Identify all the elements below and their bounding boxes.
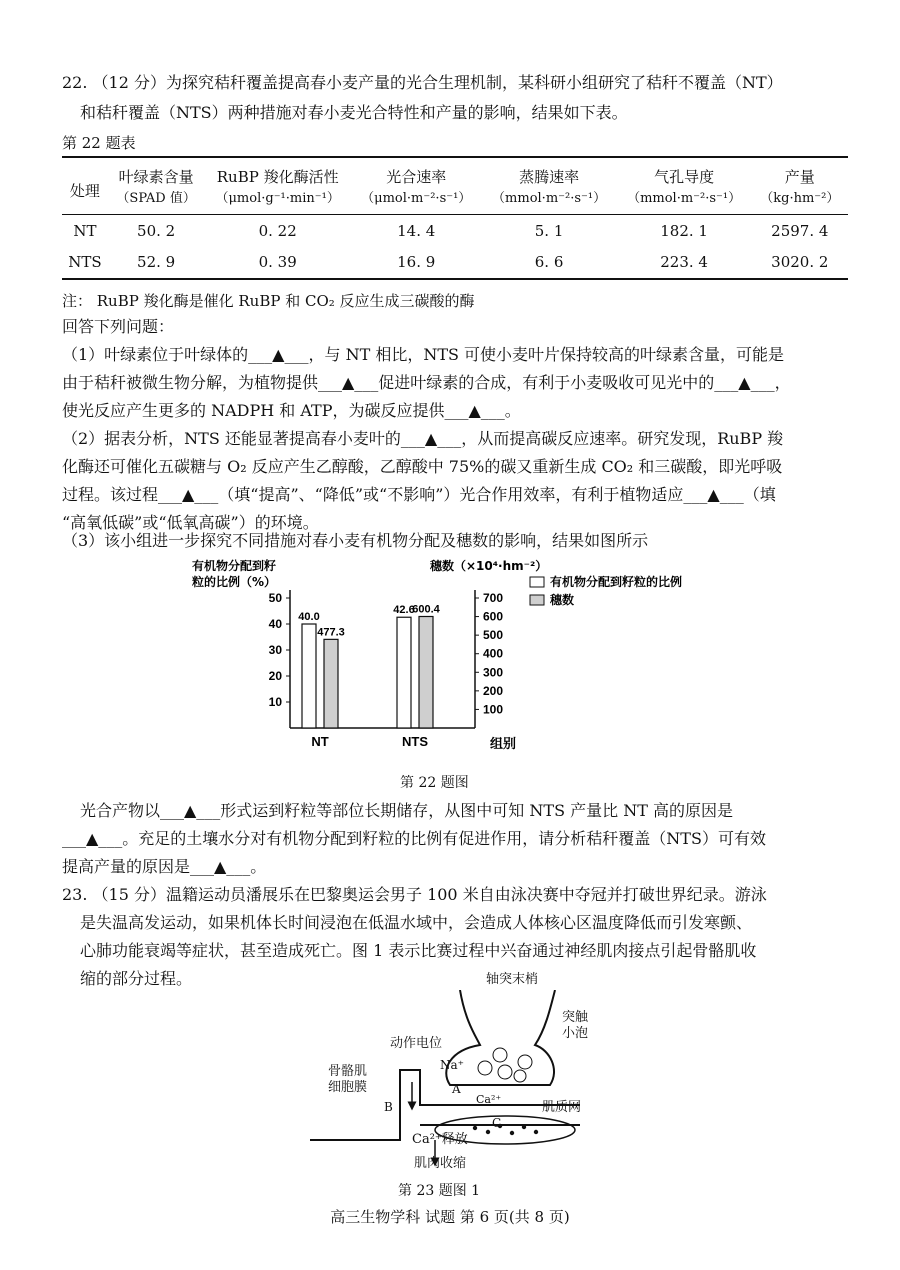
cell: 52. 9 (137, 253, 176, 271)
cell: NT (73, 221, 97, 240)
ca-dot (486, 1130, 490, 1134)
label-na: Na⁺ (440, 1058, 464, 1072)
data-label: 40.0 (298, 611, 320, 623)
q22-after-line2: ___▲___。充足的土壤水分对有机物分配到籽粒的比例有促进作用，请分析秸秆覆盖（NTS）可有效 (62, 829, 766, 848)
th-chlorophyll: 叶绿素含量 (118, 168, 194, 186)
label-a: A (452, 1082, 461, 1096)
cell: 6. 6 (534, 253, 564, 271)
tick-label-left: 50 (268, 591, 282, 605)
cell: NTS (68, 253, 102, 271)
q22-line2: 和秸秆覆盖（NTS）两种措施对春小麦光合特性和产量的影响，结果如下表。 (80, 103, 628, 122)
legend-swatch (530, 595, 544, 605)
q22-part3-line1: （3）该小组进一步探究不同措施对春小麦有机物分配及穗数的影响，结果如图所示 (62, 531, 649, 550)
vesicle (514, 1070, 526, 1082)
q22-after-line1: 光合产物以___▲___形式运到籽粒等部位长期储存，从图中可知 NTS 产量比 NT 高的原因是 (80, 801, 733, 820)
legend-label: 穗数 (550, 593, 575, 607)
cell: 5. 1 (534, 221, 564, 240)
label-sr: 肌质网 (542, 1100, 582, 1115)
q22-line1: 22. （12 分）为探究秸秆覆盖提高春小麦产量的光合生理机制，某科研小组研究了秸秆不覆盖（NT） (62, 73, 783, 92)
ca-dot (473, 1126, 477, 1130)
tick-label-right: 600 (483, 609, 504, 624)
q22-after-line3: 提高产量的原因是___▲___。 (62, 857, 267, 876)
q22-part1-line1: （1）叶绿素位于叶绿体的___▲___，与 NT 相比，NTS 可使小麦叶片保持较高的叶绿素含量，可能是 (62, 345, 785, 364)
cell: 3020. 2 (771, 253, 829, 271)
bar-ratio (302, 624, 316, 728)
label-c: C (492, 1116, 502, 1130)
cell: 50. 2 (137, 221, 176, 240)
th-sub-rubp: （μmol·g⁻¹·min⁻¹） (215, 191, 340, 206)
label-ca: Ca²⁺ (476, 1093, 502, 1106)
cell: 2597. 4 (771, 221, 829, 240)
table-row (62, 247, 848, 279)
ca-dot (534, 1130, 538, 1134)
th-stomatal: 气孔导度 (654, 168, 715, 186)
th-sub-photosynthesis: （μmol·m⁻²·s⁻¹） (361, 191, 472, 206)
label-membrane2: 细胞膜 (328, 1080, 368, 1095)
label-vesicle2: 小泡 (562, 1026, 589, 1041)
q22-part2-line4: “高氧低碳”或“低氧高碳”）的环境。 (62, 513, 319, 532)
cell: 0. 39 (258, 253, 297, 271)
table-caption: 第 22 题表 (62, 134, 136, 152)
tick-label-right: 100 (483, 702, 504, 717)
tick-label-left: 40 (268, 617, 282, 631)
data-table (62, 156, 848, 280)
tick-label-right: 400 (483, 646, 504, 661)
xlabel: 组别 (490, 737, 517, 752)
th-sub-yield: （kg·hm⁻²） (760, 191, 840, 206)
tick-label-right: 200 (483, 683, 504, 698)
ca-dot (522, 1125, 526, 1129)
vesicle (518, 1055, 532, 1069)
chart-svg (190, 558, 710, 768)
q22-part2-line2: 化酶还可催化五碳糖与 O₂ 反应产生乙醇酸，乙醇酸中 75%的碳又重新生成 CO₂ 和三碳酸，即光呼吸 (62, 457, 783, 476)
answer-prompt: 回答下列问题： (62, 317, 175, 336)
page-footer: 高三生物学科 试题 第 6 页(共 8 页) (330, 1208, 570, 1226)
cell: 14. 4 (397, 221, 436, 240)
q22-part2-line1: （2）据表分析，NTS 还能显著提高春小麦叶的___▲___，从而提高碳反应速率。研究发现，RuBP 羧 (62, 429, 784, 448)
label-membrane1: 骨骼肌 (328, 1064, 368, 1079)
th-transpiration: 蒸腾速率 (519, 168, 580, 186)
figure-caption-22: 第 22 题图 (400, 775, 469, 791)
figure-caption-23: 第 23 题图 1 (398, 1183, 481, 1199)
label-b: B (384, 1100, 393, 1114)
th-treatment: 处理 (69, 181, 100, 200)
th-rubp: RuBP 羧化酶活性 (216, 168, 339, 186)
ylabel-left-line1: 有机物分配到籽 (192, 559, 277, 573)
bar-spikes (324, 639, 338, 728)
bar-ratio (397, 617, 411, 728)
q22-part1-line3: 使光反应产生更多的 NADPH 和 ATP，为碳反应提供___▲___。 (62, 401, 521, 420)
cell: 0. 22 (258, 221, 297, 240)
q23-line3: 心肺功能衰竭等症状，甚至造成死亡。图 1 表示比赛过程中兴奋通过神经肌肉接点引起骨骼肌收 (80, 941, 757, 960)
legend-swatch (530, 577, 544, 587)
label-vesicle: 突触 (562, 1010, 589, 1025)
q23-line1: 23. （15 分）温籍运动员潘展乐在巴黎奥运会男子 100 米自由泳决赛中夺冠并打破世界纪录。游泳 (62, 885, 767, 904)
th-sub-stomatal: （mmol·m⁻²·s⁻¹） (627, 191, 742, 206)
tick-label-left: 20 (268, 669, 282, 683)
q23-line4: 缩的部分过程。 (80, 969, 193, 988)
vesicle (498, 1065, 512, 1079)
tick-label-left: 30 (268, 643, 282, 657)
tick-label-right: 500 (483, 628, 504, 643)
cell: 182. 1 (660, 221, 708, 240)
label-axon: 轴突末梢 (486, 972, 539, 987)
bar-chart (190, 558, 710, 768)
ca-dot (510, 1131, 514, 1135)
tick-label-right: 700 (483, 591, 504, 605)
ylabel-right: 穗数（×10⁴·hm⁻²） (430, 559, 548, 573)
category-label: NT (311, 734, 329, 749)
th-yield: 产量 (784, 168, 815, 186)
th-sub-transpiration: （mmol·m⁻²·s⁻¹） (492, 191, 607, 206)
th-sub-chlorophyll: （SPAD 值） (116, 191, 196, 206)
data-label: 477.3 (317, 626, 345, 639)
tick-label-right: 300 (483, 665, 504, 680)
label-action-potential: 动作电位 (390, 1036, 443, 1051)
vesicle (478, 1061, 492, 1075)
legend-label: 有机物分配到籽粒的比例 (550, 575, 683, 589)
table-row (62, 215, 848, 247)
q22-part2-line3: 过程。该过程___▲___（填“提高”、“降低”或“不影响”）光合作用效率，有利于植物适应___▲___（填 (62, 485, 776, 504)
cell: 223. 4 (660, 253, 708, 271)
label-muscle-contract: 肌肉收缩 (414, 1156, 467, 1171)
vesicle (493, 1048, 507, 1062)
data-label: 600.4 (412, 603, 440, 616)
label-ca-release: Ca²⁺释放 (412, 1132, 468, 1147)
data-label: 42.6 (393, 604, 415, 617)
q22-part1-line2: 由于秸秆被微生物分解，为植物提供___▲___促进叶绿素的合成，有利于小麦吸收可见光中的___▲___， (62, 373, 791, 392)
table-note: 注： RuBP 羧化酶是催化 RuBP 和 CO₂ 反应生成三碳酸的酶 (62, 292, 475, 310)
cell: 16. 9 (397, 253, 436, 271)
tick-label-left: 10 (268, 695, 282, 709)
q23-line2: 是失温高发运动，如果机体长时间浸泡在低温水域中，会造成人体核心区温度降低而引发寒颤、 (80, 913, 753, 932)
bar-spikes (419, 616, 433, 728)
category-label: NTS (402, 734, 428, 749)
ylabel-left-line2: 粒的比例（%） (192, 575, 277, 589)
th-photosynthesis: 光合速率 (386, 168, 447, 186)
